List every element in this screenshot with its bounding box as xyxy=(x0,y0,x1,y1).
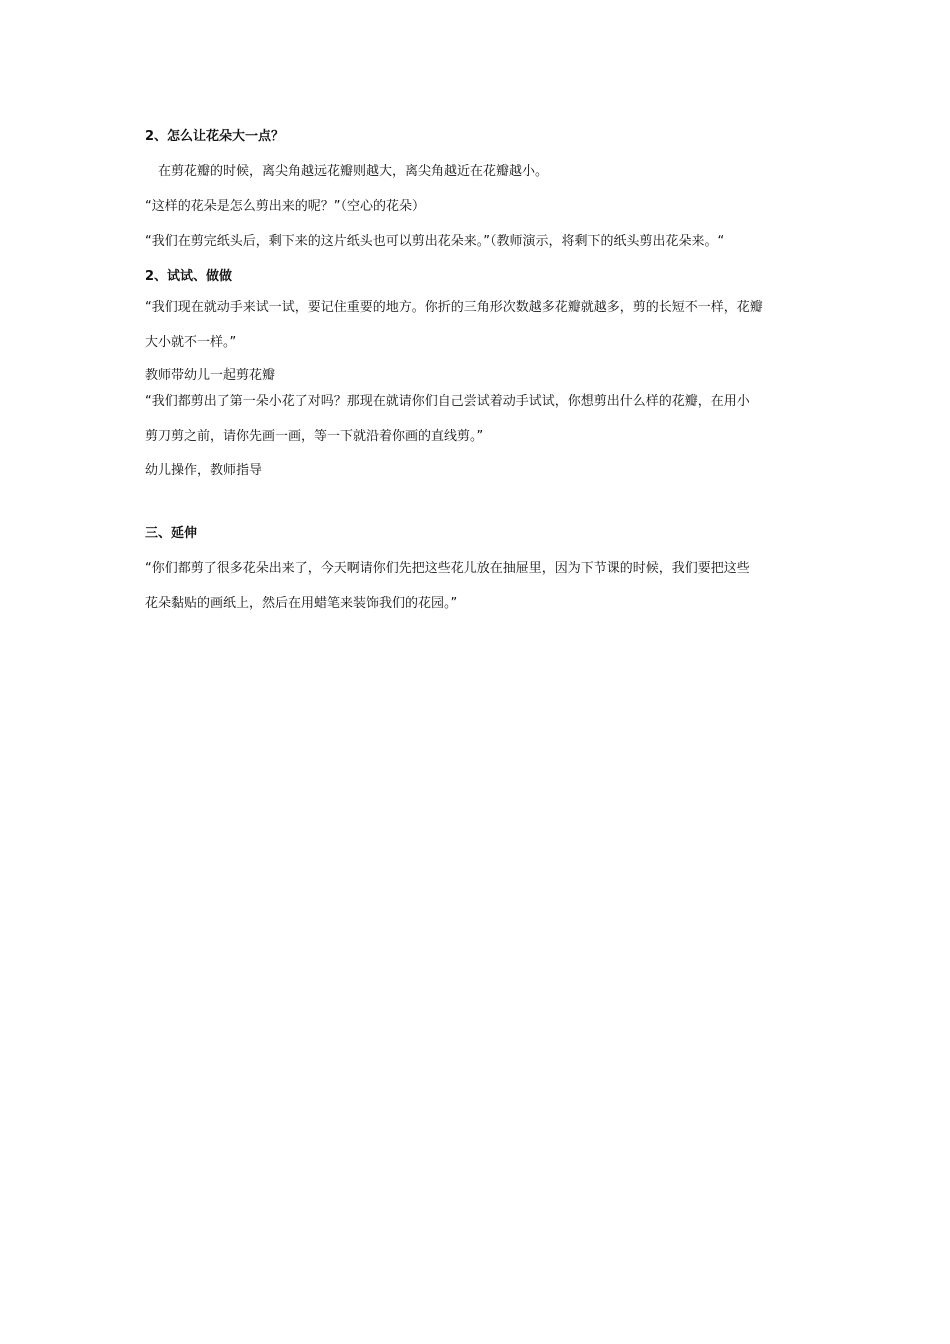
paragraph-teacher-guides: 教师带幼儿一起剪花瓣 xyxy=(145,368,276,383)
section-heading-enlarge-flower: 2、怎么让花朵大一点？ xyxy=(145,129,285,144)
section-heading-extension: 三、延伸 xyxy=(145,526,198,541)
section-heading-try-it: 2、试试、做做 xyxy=(145,269,233,284)
paragraph-hollow-flower-question: “这样的花朵是怎么剪出来的呢？”（空心的花朵） xyxy=(145,199,425,214)
paragraph-extension-line-1: “你们都剪了很多花朵出来了，今天啊请你们先把这些花儿放在抽屉里，因为下节课的时候，我们要把这些 xyxy=(145,561,750,576)
document-body xyxy=(145,122,810,613)
paragraph-first-flower-line-1: “我们都剪出了第一朵小花了对吗？那现在就请你们自己尝试着动手试试，你想剪出什么样的花瓣，在用小 xyxy=(145,394,750,409)
paragraph-instructions-line-1: “我们现在就动手来试一试，要记住重要的地方。你折的三角形次数越多花瓣就越多，剪的长短不一样，花瓣 xyxy=(145,300,763,315)
paragraph-instructions-line-2: 大小就不一样。” xyxy=(145,335,237,350)
paragraph-children-operate: 幼儿操作，教师指导 xyxy=(145,463,263,478)
paragraph-extension-line-2: 花朵黏贴的画纸上，然后在用蜡笔来装饰我们的花园。” xyxy=(145,596,458,611)
paragraph-petal-size-tip: 在剪花瓣的时候，离尖角越远花瓣则越大，离尖角越近在花瓣越小。 xyxy=(158,164,549,179)
paragraph-first-flower-line-2: 剪刀剪之前，请你先画一画，等一下就沿着你画的直线剪。” xyxy=(145,429,484,444)
paragraph-leftover-paper-demo: “我们在剪完纸头后，剩下来的这片纸头也可以剪出花朵来。”（教师演示，将剩下的纸头剪出花朵来。“ xyxy=(145,234,725,249)
